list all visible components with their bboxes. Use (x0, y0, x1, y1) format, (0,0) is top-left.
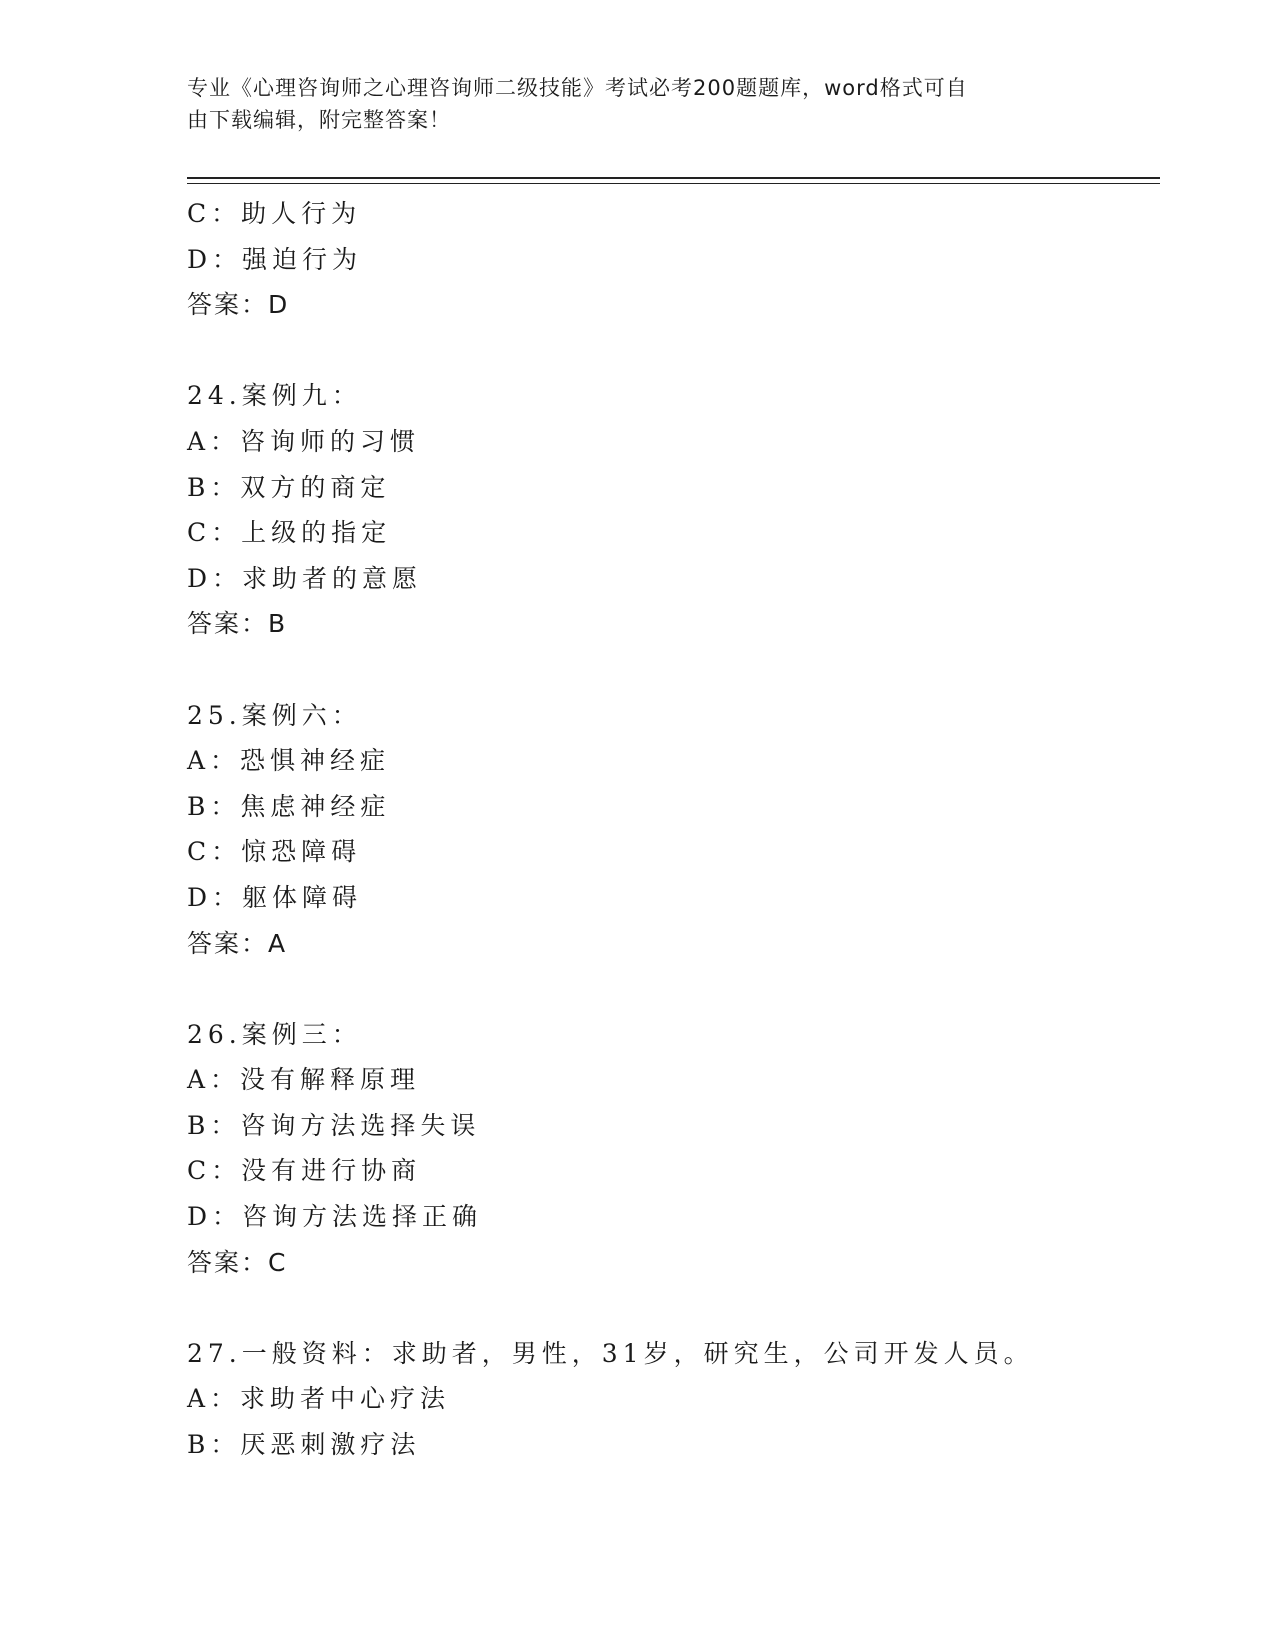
option-a: A：求助者中心疗法 (187, 1384, 451, 1414)
header-line-1: 专业《心理咨询师之心理咨询师二级技能》考试必考200题题库，word格式可自 (187, 76, 968, 100)
question-stem: 27.一般资料：求助者，男性，31岁，研究生，公司开发人员。 (187, 1338, 1034, 1368)
question-block-26 (187, 1012, 1157, 1286)
option-c: C：惊恐障碍 (187, 837, 362, 867)
option-a: A：没有解释原理 (187, 1065, 421, 1095)
header-divider-thin (187, 183, 1160, 184)
option-b: B：焦虑神经症 (187, 791, 391, 821)
question-block-24 (187, 373, 1157, 647)
question-stem: 26.案例三： (187, 1019, 362, 1049)
question-block-27 (187, 1331, 1157, 1468)
option-d: D：躯体障碍 (187, 882, 363, 912)
option-c: C：助人行为 (187, 199, 362, 228)
option-b: B：咨询方法选择失误 (187, 1110, 481, 1140)
question-stem: 24.案例九： (187, 381, 362, 411)
document-header (187, 72, 1087, 136)
header-divider-thick (187, 177, 1160, 179)
question-block-25 (187, 693, 1157, 967)
option-c: C：上级的指定 (187, 518, 392, 548)
question-stem: 25.案例六： (187, 700, 362, 730)
question-list (187, 191, 1157, 1468)
header-line-2: 由下载编辑，附完整答案！ (187, 108, 451, 132)
option-b: B：双方的商定 (187, 472, 391, 502)
option-d: D：咨询方法选择正确 (187, 1202, 483, 1232)
answer-line: 答案：C (187, 1247, 288, 1277)
option-d: D：求助者的意愿 (187, 563, 423, 593)
option-c: C：没有进行协商 (187, 1156, 422, 1186)
option-b: B：厌恶刺激疗法 (187, 1430, 421, 1460)
option-a: A：恐惧神经症 (187, 746, 391, 776)
option-a: A：咨询师的习惯 (187, 426, 421, 456)
answer-line: 答案：B (187, 609, 288, 639)
question-block-23 (187, 191, 1157, 328)
option-d: D：强迫行为 (187, 244, 363, 274)
answer-line: 答案：A (187, 928, 288, 958)
answer-line: 答案：D (187, 290, 290, 320)
